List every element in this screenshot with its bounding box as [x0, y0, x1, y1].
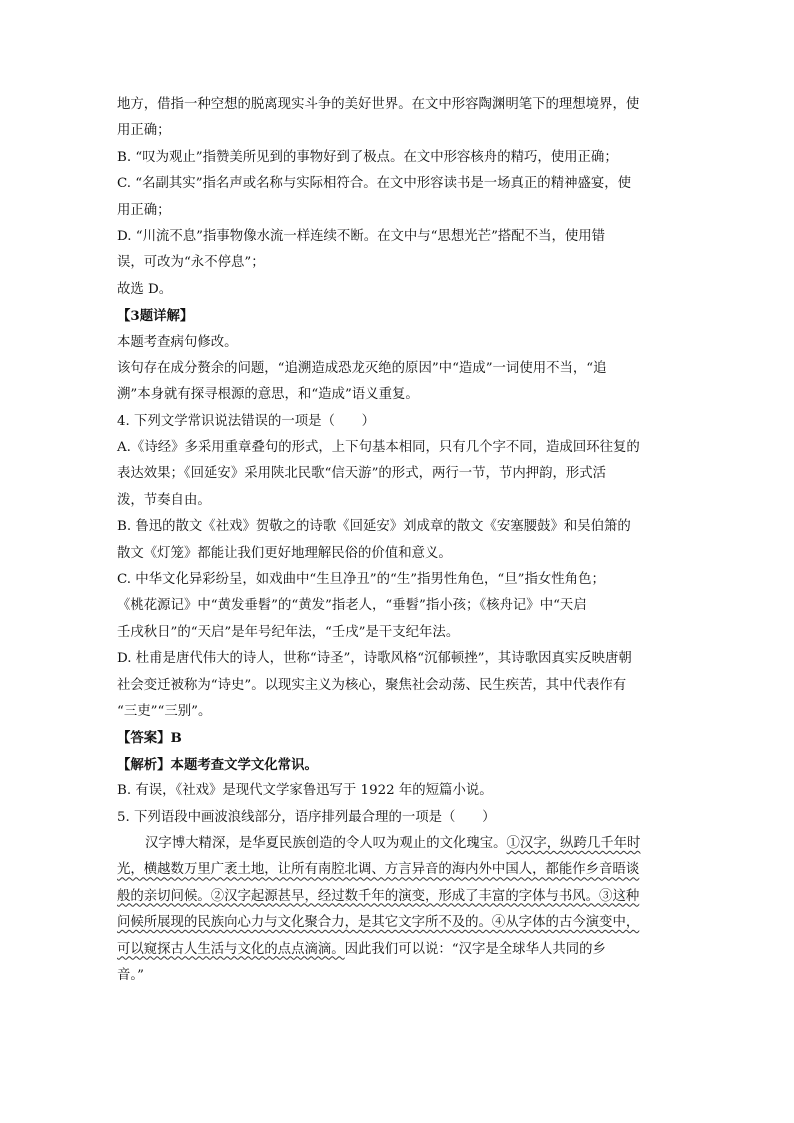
- text-line: 壬戌秋日”的“天启”是年号纪年法，“壬戌”是干支纪年法。: [117, 624, 460, 640]
- passage-line-1: [117, 831, 677, 857]
- text-line: 【答案】B: [117, 730, 182, 747]
- passage-text: 因此我们可以说：“汉字是全球华人共同的乡: [344, 941, 606, 957]
- document-body: [117, 92, 677, 989]
- text-line: D. “川流不息”指事物像水流一样连续不断。在文中与“思想光芒”搭配不当，使用错: [117, 228, 606, 244]
- text-line: D. 杜甫是唐代伟大的诗人，世称“诗圣”，诗歌风格“沉郁顿挫”，其诗歌因真实反映唐朝: [117, 651, 632, 667]
- text-line: 泼，节奏自由。: [117, 492, 211, 508]
- text-line: 4. 下列文学常识说法错误的一项是（ ）: [117, 413, 376, 429]
- text-line: 用正确；: [117, 123, 171, 139]
- text-line: B. 鲁迅的散文《社戏》贺敬之的诗歌《回延安》刘成章的散文《安塞腰鼓》和吴伯箫的: [117, 519, 631, 535]
- text-line: 溯”本身就有探寻根源的意思，和“造成”语义重复。: [117, 387, 419, 403]
- text-line: 【3题详解】: [117, 308, 194, 325]
- text-lines: [117, 92, 677, 831]
- passage-line-4: [117, 910, 677, 936]
- text-line: 误，可改为“永不停息”；: [117, 255, 265, 271]
- passage-line-6: [117, 963, 677, 989]
- text-line: 该句存在成分赘余的问题，“追溯造成恐龙灭绝的原因”中“造成”一词使用不当，“追: [117, 360, 607, 376]
- text-line: 本题考查病句修改。: [117, 334, 238, 350]
- wavy-underlined-text: 可以窥探古人生活与文化的点点滴滴。: [117, 941, 345, 957]
- wavy-underlined-text: ①汉字，纵跨几千年时: [506, 835, 641, 851]
- passage-line-5: [117, 937, 677, 963]
- text-line: 《桃花源记》中“黄发垂髫”的“黄发”指老人，“垂髫”指小孩；《核舟记》中“天启: [117, 598, 587, 614]
- text-line: B. 有误，《社戏》是现代文学家鲁迅写于 1922 年的短篇小说。: [117, 783, 493, 799]
- passage-line-2: [117, 857, 677, 883]
- text-line: 地方，借指一种空想的脱离现实斗争的美好世界。在文中形容陶渊明笔下的理想境界，使: [117, 97, 640, 112]
- text-line: 故选 D。: [117, 281, 173, 297]
- text-line: 【解析】本题考查文学文化常识。: [117, 756, 318, 773]
- text-line: C. “名副其实”指名声或名称与实际相符合。在文中形容读书是一场真正的精神盛宴，使: [117, 176, 632, 192]
- text-line: A.《诗经》多采用重章叠句的形式，上下句基本相同，只有几个字不同，造成回环往复的: [117, 440, 640, 456]
- text-line: “三吏”“三别”。: [117, 703, 212, 719]
- passage-text: 汉字博大精深，是华夏民族创造的令人叹为观止的文化瑰宝。: [145, 835, 507, 851]
- passage-text: 音。”: [117, 967, 144, 983]
- text-line: 表达效果；《回延安》采用陕北民歌“信天游”的形式，两行一节，节内押韵，形式活: [117, 466, 607, 482]
- wavy-underlined-text: 光，横越数万里广袤土地，让所有南腔北调、方言异音的海内外中国人，都能作乡音晤谈: [117, 862, 640, 878]
- passage-line-3: [117, 884, 677, 910]
- text-line: 用正确；: [117, 202, 171, 218]
- text-line: 5. 下列语段中画波浪线部分，语序排列最合理的一项是（ ）: [117, 809, 496, 825]
- text-line: C. 中华文化异彩纷呈，如戏曲中“生旦净丑”的“生”指男性角色，“旦”指女性角色；: [117, 572, 605, 588]
- passage: [117, 831, 677, 989]
- wavy-underlined-text: 般的亲切问候。②汉字起源甚早，经过数千年的演变，形成了丰富的字体与书风。③这种: [117, 888, 640, 904]
- wavy-underlined-text: 问候所展现的民族向心力与文化聚合力，是其它文字所不及的。④从字体的古今演变中，: [117, 915, 640, 931]
- text-line: 社会变迁被称为“诗史”。以现实主义为核心，聚焦社会动荡、民生疾苦，其中代表作有: [117, 677, 627, 693]
- text-line: B. “叹为观止”指赞美所见到的事物好到了极点。在文中形容核舟的精巧，使用正确；: [117, 149, 618, 165]
- text-line: 散文《灯笼》都能让我们更好地理解民俗的价值和意义。: [117, 545, 452, 561]
